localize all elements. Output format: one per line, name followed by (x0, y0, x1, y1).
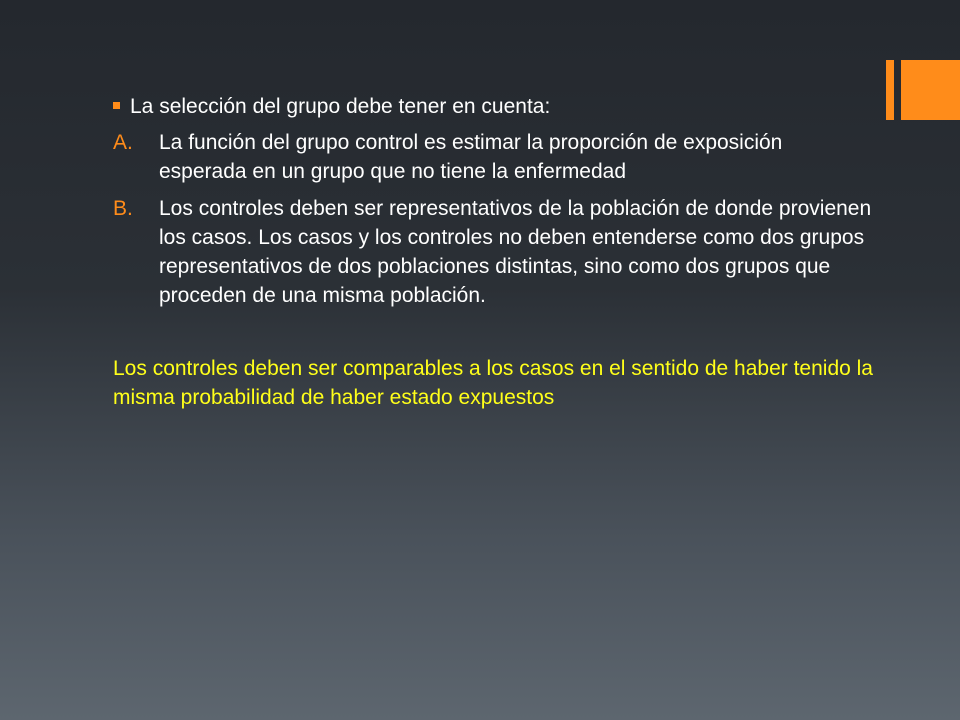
list-item-text: Los controles deben ser representativos de la población de donde provienen los casos. Los casos y los controles no deben entenderse como dos grupos representativos de dos poblaciones distintas, sino como dos grupos que proceden de una misma población. (159, 197, 872, 307)
list-item (113, 128, 873, 186)
bullet-heading: La selección del grupo debe tener en cuenta: (130, 95, 551, 118)
accent-decoration (886, 60, 960, 120)
bullet-heading-line (113, 92, 873, 122)
list-item-text: La función del grupo control es estimar la proporción de exposición esperada en un grupo que no tiene la enfermedad (159, 131, 783, 183)
accent-block (901, 60, 960, 120)
list-marker: B. (113, 197, 133, 220)
list-item (113, 194, 873, 310)
square-bullet-icon (113, 102, 120, 109)
slide-content (113, 92, 873, 412)
highlight-text: Los controles deben ser comparables a los casos en el sentido de haber tenido la misma probabilidad de haber estado expuestos (113, 357, 873, 409)
accent-bar (886, 60, 894, 120)
list-marker: A. (113, 131, 133, 154)
